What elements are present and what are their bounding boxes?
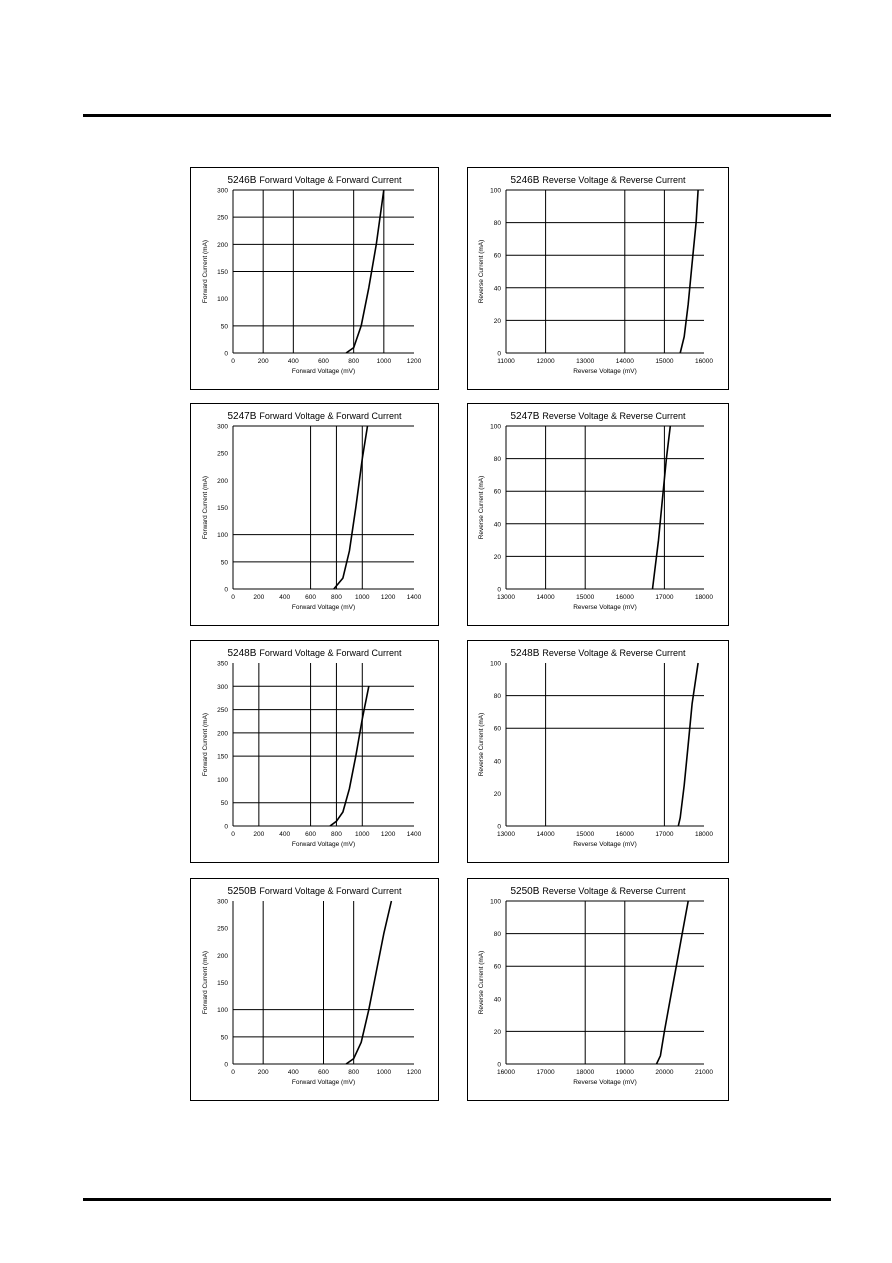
chart-svg — [191, 168, 438, 389]
y-tick-label: 350 — [217, 660, 228, 668]
x-tick-label: 11000 — [497, 358, 515, 365]
y-tick-label: 0 — [224, 1061, 228, 1069]
chart-svg — [468, 404, 728, 625]
x-tick-label: 1400 — [406, 594, 422, 601]
chart-title — [228, 648, 402, 659]
y-tick-label: 60 — [493, 725, 501, 733]
x-tick-label: 1000 — [376, 1069, 392, 1076]
y-tick-label: 0 — [497, 586, 501, 594]
y-tick-label: 250 — [217, 450, 228, 458]
chart-panel-5246b-reverse — [467, 167, 729, 390]
y-tick-label: 60 — [493, 488, 501, 496]
x-tick-label: 19000 — [615, 1069, 634, 1076]
y-axis-label: Forward Current (mA) — [202, 475, 209, 540]
chart-panel-5250b-reverse — [467, 878, 729, 1101]
data-curve — [653, 426, 671, 589]
chart-panel-5248b-reverse — [467, 640, 729, 863]
chart-title — [511, 411, 686, 422]
y-tick-label: 200 — [217, 730, 228, 738]
x-tick-label: 15000 — [576, 594, 595, 601]
x-tick-label: 600 — [305, 594, 317, 601]
y-tick-label: 0 — [224, 350, 228, 358]
y-tick-label: 80 — [493, 220, 501, 228]
y-tick-label: 150 — [217, 505, 228, 512]
x-tick-label: 17000 — [655, 831, 674, 838]
x-tick-label: 14000 — [536, 594, 555, 601]
x-tick-label: 17000 — [536, 1069, 555, 1076]
chart-panel-5247b-forward — [190, 403, 439, 626]
x-tick-label: 14000 — [615, 358, 634, 365]
chart-panel-5247b-reverse — [467, 403, 729, 626]
x-tick-label: 20000 — [655, 1069, 674, 1076]
y-tick-label: 20 — [493, 553, 501, 561]
chart-panel-5248b-forward — [190, 640, 439, 863]
y-tick-label: 100 — [217, 776, 228, 784]
chart-model-label: 5250B — [510, 886, 540, 897]
x-axis-label: Reverse Voltage (mV) — [573, 841, 637, 848]
data-curve — [657, 901, 689, 1064]
x-tick-label: 200 — [253, 594, 265, 601]
y-tick-label: 200 — [217, 241, 228, 249]
chart-model-label: 5248B — [227, 648, 257, 659]
y-tick-label: 20 — [493, 317, 501, 325]
chart-title — [228, 411, 402, 422]
x-tick-label: 800 — [330, 594, 342, 601]
y-tick-label: 100 — [217, 1007, 228, 1015]
chart-svg — [191, 879, 438, 1100]
chart-svg — [468, 641, 728, 862]
y-tick-label: 100 — [490, 898, 501, 906]
chart-panel-5246b-forward — [190, 167, 439, 390]
x-tick-label: 18000 — [576, 1069, 595, 1076]
y-tick-label: 40 — [493, 521, 501, 529]
y-tick-label: 80 — [493, 931, 501, 939]
x-tick-label: 17000 — [655, 594, 674, 601]
chart-svg — [191, 641, 438, 862]
chart-title — [511, 175, 686, 186]
chart-subtitle: Reverse Voltage & Reverse Current — [542, 175, 686, 185]
x-tick-label: 12000 — [536, 358, 555, 365]
y-tick-label: 300 — [217, 187, 228, 195]
chart-model-label: 5247B — [227, 411, 257, 422]
chart-model-label: 5246B — [227, 175, 257, 186]
x-tick-label: 15000 — [655, 358, 674, 365]
y-tick-label: 150 — [217, 753, 228, 761]
y-tick-label: 60 — [493, 252, 501, 260]
y-tick-label: 40 — [493, 758, 501, 766]
footer-rule — [83, 1198, 831, 1201]
chart-panel-5250b-forward — [190, 878, 439, 1101]
data-curve — [678, 663, 698, 826]
x-tick-label: 1200 — [380, 831, 396, 838]
y-tick-label: 200 — [217, 477, 228, 485]
y-tick-label: 50 — [220, 323, 228, 331]
y-axis-label: Reverse Current (mA) — [478, 239, 485, 304]
chart-model-label: 5247B — [510, 411, 540, 422]
y-tick-label: 100 — [490, 187, 501, 195]
x-tick-label: 800 — [348, 1069, 360, 1076]
x-axis-label: Reverse Voltage (mV) — [573, 604, 637, 611]
y-axis-label: Reverse Current (mA) — [478, 712, 485, 777]
x-tick-label: 0 — [231, 831, 235, 838]
chart-title — [511, 648, 686, 659]
y-tick-label: 20 — [493, 1028, 501, 1036]
x-tick-label: 0 — [231, 358, 235, 365]
y-tick-label: 250 — [217, 214, 228, 222]
x-tick-label: 600 — [318, 358, 329, 365]
x-tick-label: 13000 — [496, 831, 516, 838]
x-tick-label: 800 — [330, 831, 342, 838]
y-tick-label: 40 — [493, 285, 501, 293]
x-tick-label: 800 — [348, 358, 360, 365]
y-tick-label: 50 — [220, 800, 228, 808]
y-tick-label: 300 — [217, 423, 228, 431]
y-tick-label: 0 — [224, 586, 228, 594]
y-tick-label: 50 — [220, 1034, 228, 1042]
x-axis-label: Forward Voltage (mV) — [291, 368, 356, 375]
x-tick-label: 21000 — [694, 1069, 714, 1076]
chart-svg — [468, 879, 728, 1100]
chart-model-label: 5250B — [227, 886, 257, 897]
y-tick-label: 60 — [493, 963, 501, 971]
x-tick-label: 400 — [287, 1069, 299, 1076]
y-tick-label: 100 — [490, 660, 501, 668]
y-tick-label: 40 — [493, 996, 501, 1004]
y-tick-label: 0 — [224, 823, 228, 831]
y-axis-label: Reverse Current (mA) — [478, 950, 485, 1015]
x-axis-label: Forward Voltage (mV) — [291, 1079, 356, 1086]
data-curve — [680, 190, 698, 353]
x-tick-label: 0 — [231, 1069, 235, 1076]
x-tick-label: 15000 — [576, 831, 595, 838]
x-tick-label: 1000 — [376, 358, 392, 365]
x-tick-label: 400 — [279, 594, 291, 601]
y-axis-label: Reverse Current (mA) — [478, 475, 485, 540]
chart-svg — [191, 404, 438, 625]
chart-title — [511, 886, 686, 897]
x-tick-label: 13000 — [496, 594, 516, 601]
y-tick-label: 50 — [220, 559, 228, 567]
data-curve — [346, 901, 391, 1064]
x-tick-label: 13000 — [576, 358, 595, 365]
x-axis-label: Reverse Voltage (mV) — [573, 1079, 637, 1086]
y-tick-label: 300 — [217, 683, 228, 691]
x-tick-label: 1200 — [380, 594, 396, 601]
x-tick-label: 400 — [287, 358, 299, 365]
y-tick-label: 250 — [217, 925, 228, 933]
y-tick-label: 20 — [493, 790, 501, 798]
chart-model-label: 5248B — [510, 648, 540, 659]
x-tick-label: 0 — [231, 594, 235, 601]
x-tick-label: 18000 — [694, 831, 714, 838]
x-tick-label: 200 — [257, 1069, 269, 1076]
y-tick-label: 0 — [497, 823, 501, 831]
x-tick-label: 600 — [305, 831, 317, 838]
x-tick-label: 16000 — [615, 594, 634, 601]
x-tick-label: 16000 — [694, 358, 714, 365]
x-tick-label: 14000 — [536, 831, 555, 838]
x-axis-label: Forward Voltage (mV) — [291, 604, 356, 611]
chart-subtitle: Reverse Voltage & Reverse Current — [542, 648, 686, 658]
x-tick-label: 18000 — [694, 594, 714, 601]
chart-svg — [468, 168, 728, 389]
x-tick-label: 1400 — [406, 831, 422, 838]
y-tick-label: 0 — [497, 350, 501, 358]
chart-subtitle: Forward Voltage & Forward Current — [259, 886, 402, 896]
chart-subtitle: Reverse Voltage & Reverse Current — [542, 886, 686, 896]
x-tick-label: 1200 — [406, 1069, 422, 1076]
header-rule — [83, 114, 831, 117]
x-axis-label: Reverse Voltage (mV) — [573, 368, 637, 375]
x-tick-label: 400 — [279, 831, 291, 838]
x-tick-label: 200 — [257, 358, 269, 365]
y-tick-label: 100 — [217, 296, 228, 304]
y-tick-label: 0 — [497, 1061, 501, 1069]
chart-title — [228, 886, 402, 897]
x-axis-label: Forward Voltage (mV) — [291, 841, 356, 848]
chart-model-label: 5246B — [510, 175, 540, 186]
x-tick-label: 1200 — [406, 358, 422, 365]
y-axis-label: Forward Current (mA) — [202, 239, 209, 304]
y-tick-label: 150 — [217, 980, 228, 987]
y-tick-label: 200 — [217, 952, 228, 960]
chart-subtitle: Forward Voltage & Forward Current — [259, 411, 402, 421]
chart-subtitle: Forward Voltage & Forward Current — [259, 648, 402, 658]
x-tick-label: 16000 — [496, 1069, 516, 1076]
y-tick-label: 80 — [493, 693, 501, 701]
y-tick-label: 150 — [217, 269, 228, 276]
y-axis-label: Forward Current (mA) — [202, 712, 209, 777]
x-tick-label: 1000 — [355, 831, 370, 838]
y-tick-label: 250 — [217, 707, 228, 715]
x-tick-label: 600 — [318, 1069, 329, 1076]
y-tick-label: 300 — [217, 898, 228, 906]
y-tick-label: 100 — [217, 532, 228, 540]
x-tick-label: 200 — [253, 831, 265, 838]
y-tick-label: 100 — [490, 423, 501, 431]
y-axis-label: Forward Current (mA) — [202, 950, 209, 1015]
y-tick-label: 80 — [493, 456, 501, 464]
chart-subtitle: Reverse Voltage & Reverse Current — [542, 411, 686, 421]
x-tick-label: 1000 — [355, 594, 370, 601]
x-tick-label: 16000 — [615, 831, 634, 838]
chart-title — [228, 175, 402, 186]
chart-subtitle: Forward Voltage & Forward Current — [259, 175, 402, 185]
